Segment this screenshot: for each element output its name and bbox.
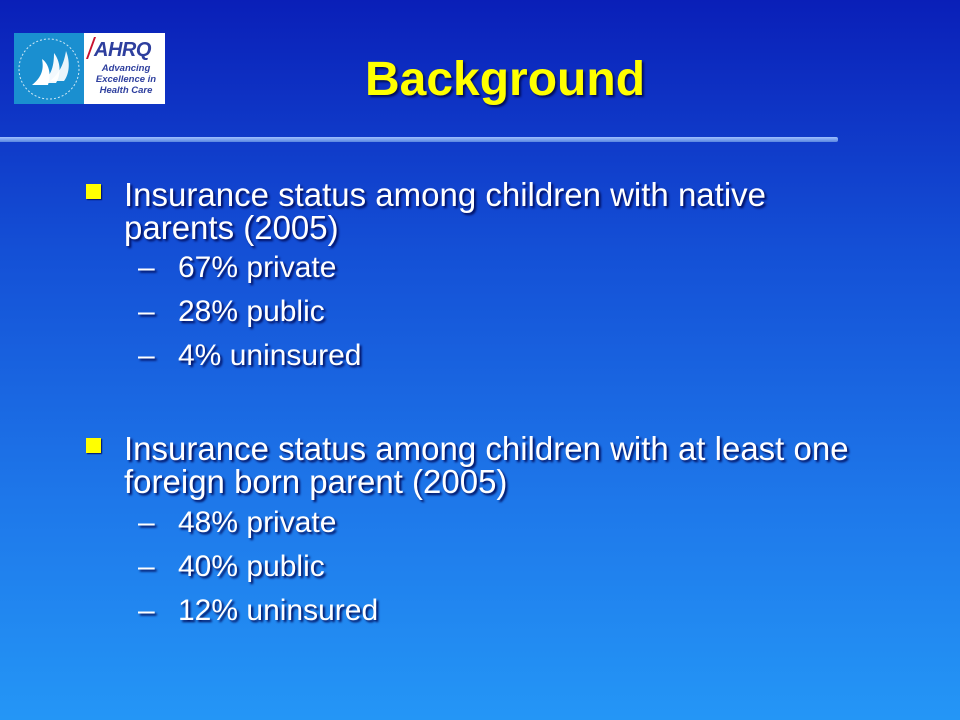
title-divider xyxy=(0,137,838,142)
bullet-square-icon xyxy=(86,184,101,199)
sub-bullet-item xyxy=(138,550,325,584)
sub-bullet-text: 40% public xyxy=(178,550,325,583)
bullet-text: Insurance status among children with native parents (2005) xyxy=(124,176,767,246)
sub-bullet-item xyxy=(138,339,361,373)
ahrq-logo xyxy=(84,33,165,104)
dash-marker: – xyxy=(138,251,155,284)
dash-marker: – xyxy=(138,506,155,539)
hhs-seal-logo xyxy=(14,33,84,104)
ahrq-tagline xyxy=(88,63,164,96)
bullet-square-icon xyxy=(86,438,101,453)
sub-bullet-text: 4% uninsured xyxy=(178,339,362,372)
sub-bullet-text: 67% private xyxy=(178,251,337,284)
dash-marker: – xyxy=(138,339,155,372)
slide-title: Background xyxy=(364,53,646,106)
sub-bullet-text: 12% uninsured xyxy=(178,594,379,627)
logo-group xyxy=(14,33,165,104)
dash-marker: – xyxy=(138,295,155,328)
ahrq-tagline-line: Advancing xyxy=(101,63,151,74)
ahrq-wordmark: AHRQ xyxy=(94,39,151,61)
ahrq-tagline-line: Health Care xyxy=(99,85,153,96)
sub-bullet-item xyxy=(138,506,336,540)
bullet-text: Insurance status among children with at least one foreign born parent (2005) xyxy=(124,430,849,500)
sub-bullet-item xyxy=(138,251,336,285)
dash-marker: – xyxy=(138,594,155,627)
sub-bullet-item xyxy=(138,594,378,628)
ahrq-tagline-line: Excellence in xyxy=(95,74,157,85)
sub-bullet-item xyxy=(138,295,325,329)
sub-bullet-text: 28% public xyxy=(178,295,325,328)
dash-marker: – xyxy=(138,550,155,583)
sub-bullet-text: 48% private xyxy=(178,506,337,539)
